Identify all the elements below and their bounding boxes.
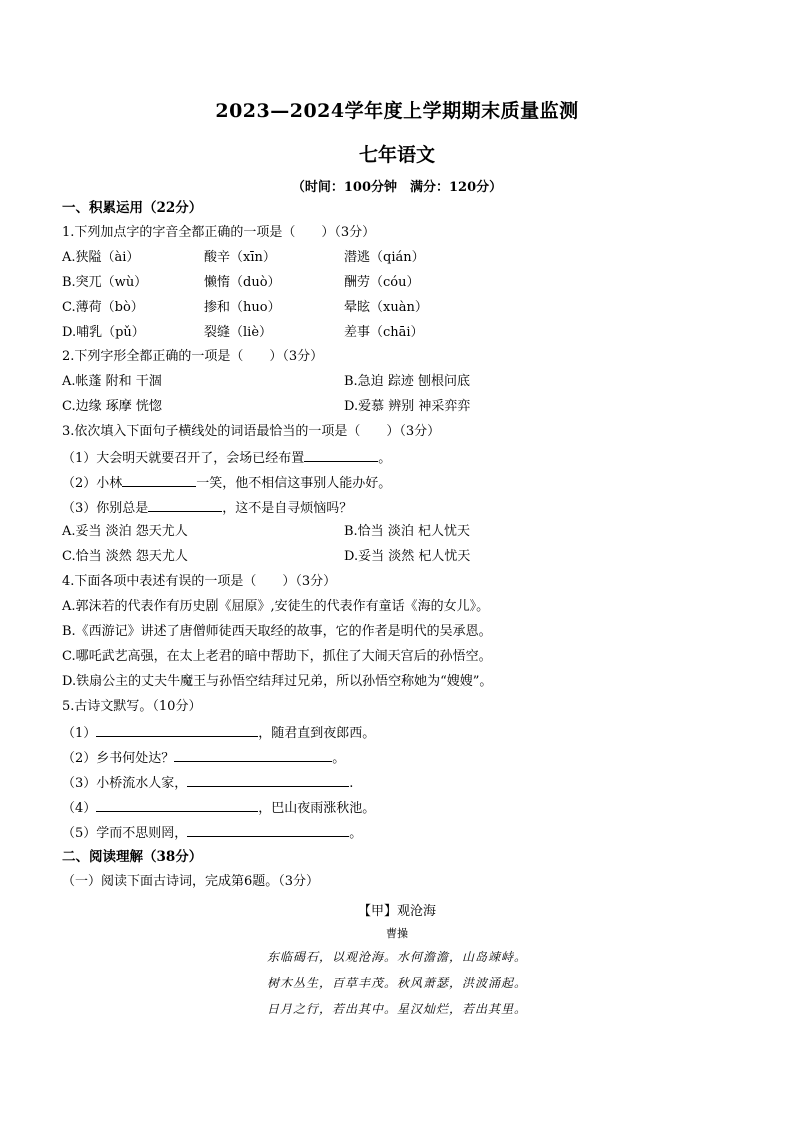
q1-row1-col3: 潜逃（qián） [344,250,425,265]
poem-title: 【甲】观沧海 [357,904,436,919]
poem-line-2: 树木丛生，百草丰茂。秋风萧瑟，洪波涌起。 [266,976,527,990]
q1-row4-col3: 差事（chāi） [344,325,424,340]
q5-l2-suffix: 。 [332,751,346,766]
q5-l1-blank [96,723,258,737]
q3-s2-suffix: 一笑，他不相信这事别人能办好。 [196,476,392,491]
q5-l2-prefix: （2）乡书何处达？ [62,751,175,766]
q5-line-3 [62,773,353,793]
section1-heading: 一、积累运用（22分） [62,200,203,216]
q3-s3-prefix: （3）你别总是 [62,501,149,516]
q4-option-d: D.铁扇公主的丈夫牛魔王与孙悟空结拜过兄弟，所以孙悟空称她为“嫂嫂”。 [62,674,493,689]
q3-s2-prefix: （2）小林 [62,476,123,491]
q1-row2-col2: 懒惰（duò） [204,275,281,290]
q5-l5-blank [187,823,349,837]
q5-l4-blank [96,798,258,812]
q3-option-a: A.妥当 淡泊 怨天尤人 [62,524,188,539]
q1-row1-col2: 酸辛（xīn） [204,250,276,265]
q1-row3-col1: C.薄荷（bò） [62,300,144,315]
q3-s3-suffix: ，这不是自寻烦恼吗？ [222,501,353,516]
q3-option-b: B.恰当 淡泊 杞人忧天 [344,524,470,539]
q3-sentence-2 [62,473,391,493]
q4-option-c: C.哪吒武艺高强，在太上老君的暗中帮助下，抓住了大闹天宫后的孙悟空。 [62,649,492,664]
q5-l3-blank [187,773,349,787]
q3-s1-blank [304,448,378,462]
q3-s2-blank [122,473,196,487]
q4-stem: 4.下面各项中表述有误的一项是（ ）（3分） [62,574,337,589]
q5-l1-prefix: （1） [62,726,97,741]
q2-option-c: C.边缘 琢摩 恍惚 [62,399,162,414]
q2-option-b: B.急迫 踪迹 刨根问底 [344,374,470,389]
poem-line-3: 日月之行，若出其中。星汉灿烂，若出其里。 [266,1002,527,1016]
q1-stem: 1.下列加点字的字音全都正确的一项是（ ）（3分） [62,225,376,240]
q3-s3-blank [148,498,222,512]
q5-l5-prefix: （5）学而不思则罔， [62,826,188,841]
poem-author: 曹操 [386,927,408,940]
q2-option-d: D.爱慕 辨别 神采弈弈 [344,399,471,414]
q5-l3-prefix: （3）小桥流水人家， [62,776,188,791]
q5-l2-blank [174,748,332,762]
q5-line-1 [62,723,375,743]
q4-option-b: B.《西游记》讲述了唐僧师徒西天取经的故事，它的作者是明代的吴承恩。 [62,624,492,639]
exam-info: （时间：100分钟 满分：120分） [291,180,503,195]
q5-l3-suffix: . [349,776,354,791]
exam-subject: 七年语文 [358,144,435,166]
q1-row1-col1: A.狭隘（ài） [62,250,140,265]
q3-sentence-3 [62,498,352,518]
q4-option-a: A.郭沫若的代表作有历史剧《屈原》,安徒生的代表作有童话《海的女儿》。 [62,599,490,614]
q5-l1-suffix: ，随君直到夜郎西。 [258,726,376,741]
q5-l5-suffix: 。 [349,826,363,841]
q1-row2-col3: 酬劳（cóu） [344,275,420,290]
q1-row3-col2: 掺和（huo） [204,300,281,315]
q3-s1-suffix: 。 [378,451,392,466]
q5-line-5 [62,823,362,843]
q2-stem: 2.下列字形全都正确的一项是（ ）（3分） [62,349,324,364]
exam-title: 2023—2024学年度上学期期末质量监测 [215,100,579,122]
q5-line-2 [62,748,345,768]
q1-row3-col3: 晕眩（xuàn） [344,300,428,315]
q1-row4-col2: 裂缝（liè） [204,325,273,340]
q1-row4-col1: D.哺乳（pǔ） [62,325,145,340]
q3-sentence-1 [62,448,391,468]
section2-heading: 二、阅读理解（38分） [62,849,203,865]
q1-row2-col1: B.突兀（wù） [62,275,148,290]
q3-option-d: D.妥当 淡然 杞人忧天 [344,549,471,564]
q5-l4-suffix: ，巴山夜雨涨秋池。 [258,801,376,816]
poem-line-1: 东临碣石，以观沧海。水何澹澹，山岛竦峙。 [266,950,527,964]
q3-s1-prefix: （1）大会明天就要召开了，会场已经布置 [62,451,305,466]
q5-l4-prefix: （4） [62,801,97,816]
section2-subheading: （一）阅读下面古诗词，完成第6题。（3分） [62,874,320,889]
q3-option-c: C.恰当 淡然 怨天尤人 [62,549,188,564]
q5-stem: 5.古诗文默写。（10分） [62,699,202,714]
q2-option-a: A.帐蓬 附和 干涸 [62,374,162,389]
q3-stem: 3.依次填入下面句子横线处的词语最恰当的一项是（ ）（3分） [62,424,441,439]
q5-line-4 [62,798,375,818]
